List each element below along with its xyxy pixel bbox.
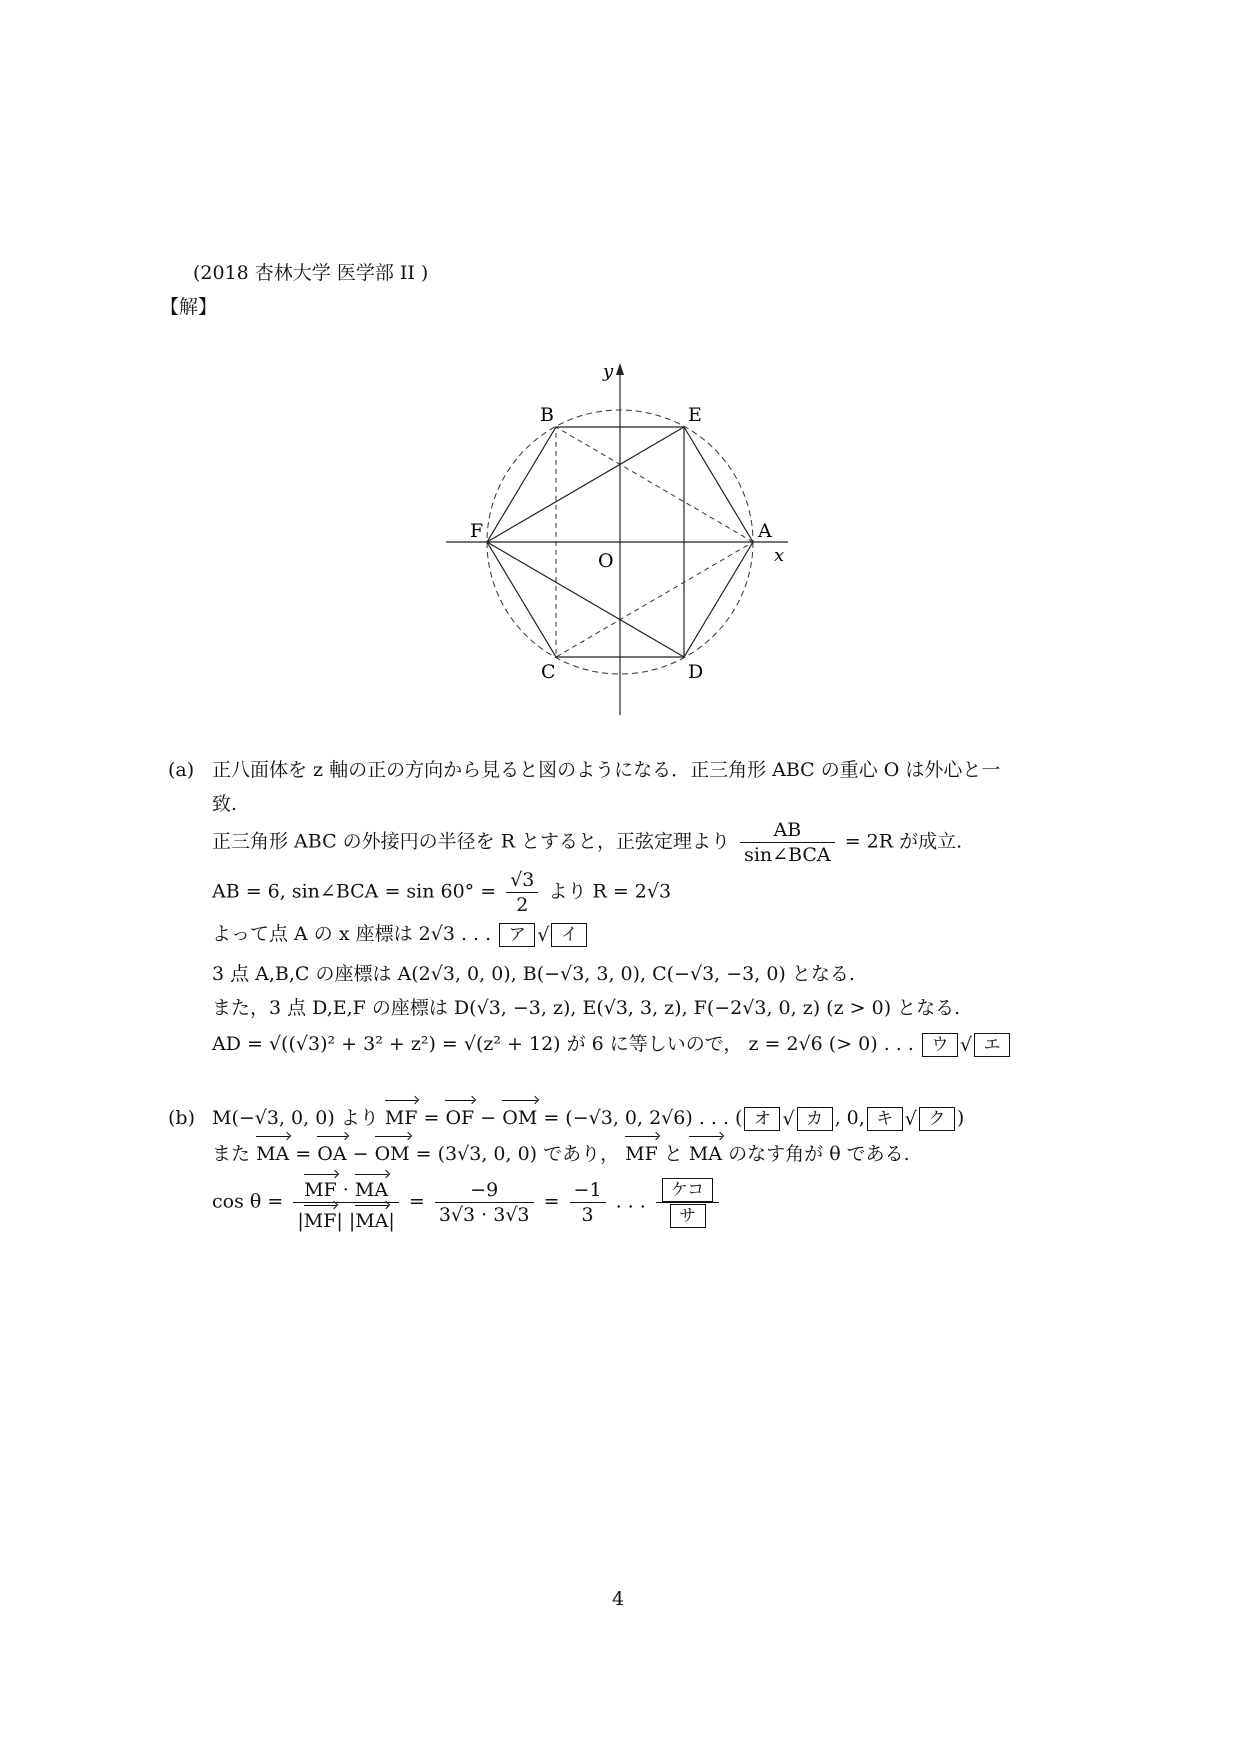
fraction-dot-product [293,1172,398,1233]
part-a-line5: 3 点 A,B,C の座標は A(2√3, 0, 0), B(−√3, 3, 0), C(−√3, −3, 0) となる. [212,963,855,985]
part-a-line3 [212,868,671,917]
vector-om: OM [375,1134,410,1168]
part-a-line6: また，3 点 D,E,F の座標は D(√3, −3, z), E(√3, 3, z), F(−2√3, 0, z) (z > 0) となる. [212,997,961,1019]
answer-box-sa: サ [670,1204,706,1228]
vector-mf: MF [625,1134,658,1168]
fraction-denominator: 3 [581,1204,594,1226]
part-a-line7-pre: AD = √((√3)² + 3² + z²) = √(z² + 12) が 6 に等しいので， z = 2√6 (> 0) . . . [212,1033,914,1055]
fraction-denominator: sin∠BCA [744,844,831,866]
vector-ma: MA [689,1134,722,1168]
part-b-line1-zero: , 0, [834,1107,865,1129]
vector-of: OF [445,1098,474,1132]
fraction-numerator [656,1177,719,1203]
part-a-line2-pre: 正三角形 ABC の外接円の半径を R とすると，正弦定理より [212,830,731,853]
fraction-denominator [656,1203,719,1228]
fraction-numerator: −9 [435,1178,534,1203]
fraction-denominator: 3√3 · 3√3 [438,1204,530,1226]
radical-sign: √ [782,1108,795,1130]
answer-box-ka: カ [797,1107,833,1131]
part-b-line2: また MA = OA − OM = (3√3, 0, 0) であり， MF と MA のなす角が θ である. [212,1134,910,1168]
answer-box-keko: ケコ [662,1178,713,1202]
answer-box-u: ウ [922,1033,958,1057]
answer-box-o: オ [744,1107,780,1131]
octahedron-figure [440,355,820,725]
point-label-a: A [758,520,772,542]
point-label-e: E [688,404,702,426]
answer-box-i: イ [551,923,587,947]
radical-sign: √ [904,1108,917,1130]
point-label-f: F [470,520,484,542]
part-a-line3-pre: AB = 6, sin∠BCA = sin 60° = [212,880,497,903]
vector-ma: MA [256,1134,289,1168]
page-number: 4 [612,1588,625,1610]
radical-sign: √ [959,1034,973,1056]
point-label-b: B [540,404,554,426]
part-b-line2-mid: = (3√3, 0, 0) であり， [415,1143,620,1165]
part-b-line3: cos θ = $\frac{MF \cdot MA}{|MF| |MA|}$ = $\frac{-9}{3√3 \cdot 3√3}$ = $\frac{-1}{3}$ . . . $\frac{\text{ケコ}}{\text{サ}}$ [212,1172,723,1233]
cos-label: cos θ = [212,1190,284,1213]
vector-mf: MF [385,1098,418,1132]
answer-box-e: エ [974,1033,1010,1057]
solution-label: 【解】 [160,296,218,318]
fraction-answer-boxes [656,1177,719,1228]
fraction-numerator: √3 [506,868,538,893]
fraction-minus-1-third [570,1178,606,1227]
fraction-numerator: −1 [570,1178,606,1203]
part-b-label: (b) [168,1107,195,1129]
part-a-line2 [212,818,962,867]
part-b-line1: M(−√3, 0, 0) より MF = OF − OM = (−√3, 0, 2√6) . . . ( オ √ カ , 0, キ √ ク ) [212,1098,964,1133]
part-b-line1-pre: M(−√3, 0, 0) より [212,1107,379,1129]
y-axis-label: y [603,361,614,382]
y-axis-arrow [616,363,624,375]
fraction-numerator: AB [740,818,835,843]
radical-sign: √ [537,924,550,946]
point-label-o: O [598,550,614,572]
fraction-denominator: |MF| |MA| [293,1203,398,1233]
part-a-line7 [212,1030,1012,1059]
vector-om: OM [502,1098,537,1132]
answer-box-ku: ク [919,1107,955,1131]
fraction-ab-over-sin [740,818,835,867]
point-label-d: D [688,661,704,683]
answer-box-a: ア [499,923,535,947]
part-b-line1-mid: = (−√3, 0, 2√6) . . . ( [543,1107,743,1129]
part-a-line4 [212,920,589,949]
part-b-line2-to: と [663,1143,683,1165]
part-a-line4-pre: よって点 A の x 座標は 2√3 . . . [212,923,492,945]
vector-oa: OA [317,1134,346,1168]
fraction-sqrt3-over-2 [506,868,538,917]
part-b-line2-pre: また [212,1143,251,1165]
part-a-line1b: 致. [212,793,238,815]
source-label: (2018 杏林大学 医学部 II ) [193,262,429,284]
fraction-minus-9 [435,1178,534,1227]
x-axis-label: x [774,545,785,566]
part-a-line1: 正八面体を z 軸の正の方向から見ると図のようになる．正三角形 ABC の重心 O は外心と一 [212,759,1001,781]
point-label-c: C [541,661,556,683]
dots: . . . [615,1190,646,1213]
fraction-denominator: 2 [516,894,529,916]
part-a-label: (a) [168,759,195,781]
part-a-line3-post: より R = 2√3 [548,880,672,903]
part-b-line1-end: ) [956,1107,965,1129]
fraction-numerator: MF · MA [293,1172,398,1203]
part-a-line2-post: = 2R が成立. [844,830,963,853]
answer-box-ki: キ [867,1107,903,1131]
part-b-line2-post: のなす角が θ である. [728,1143,910,1165]
